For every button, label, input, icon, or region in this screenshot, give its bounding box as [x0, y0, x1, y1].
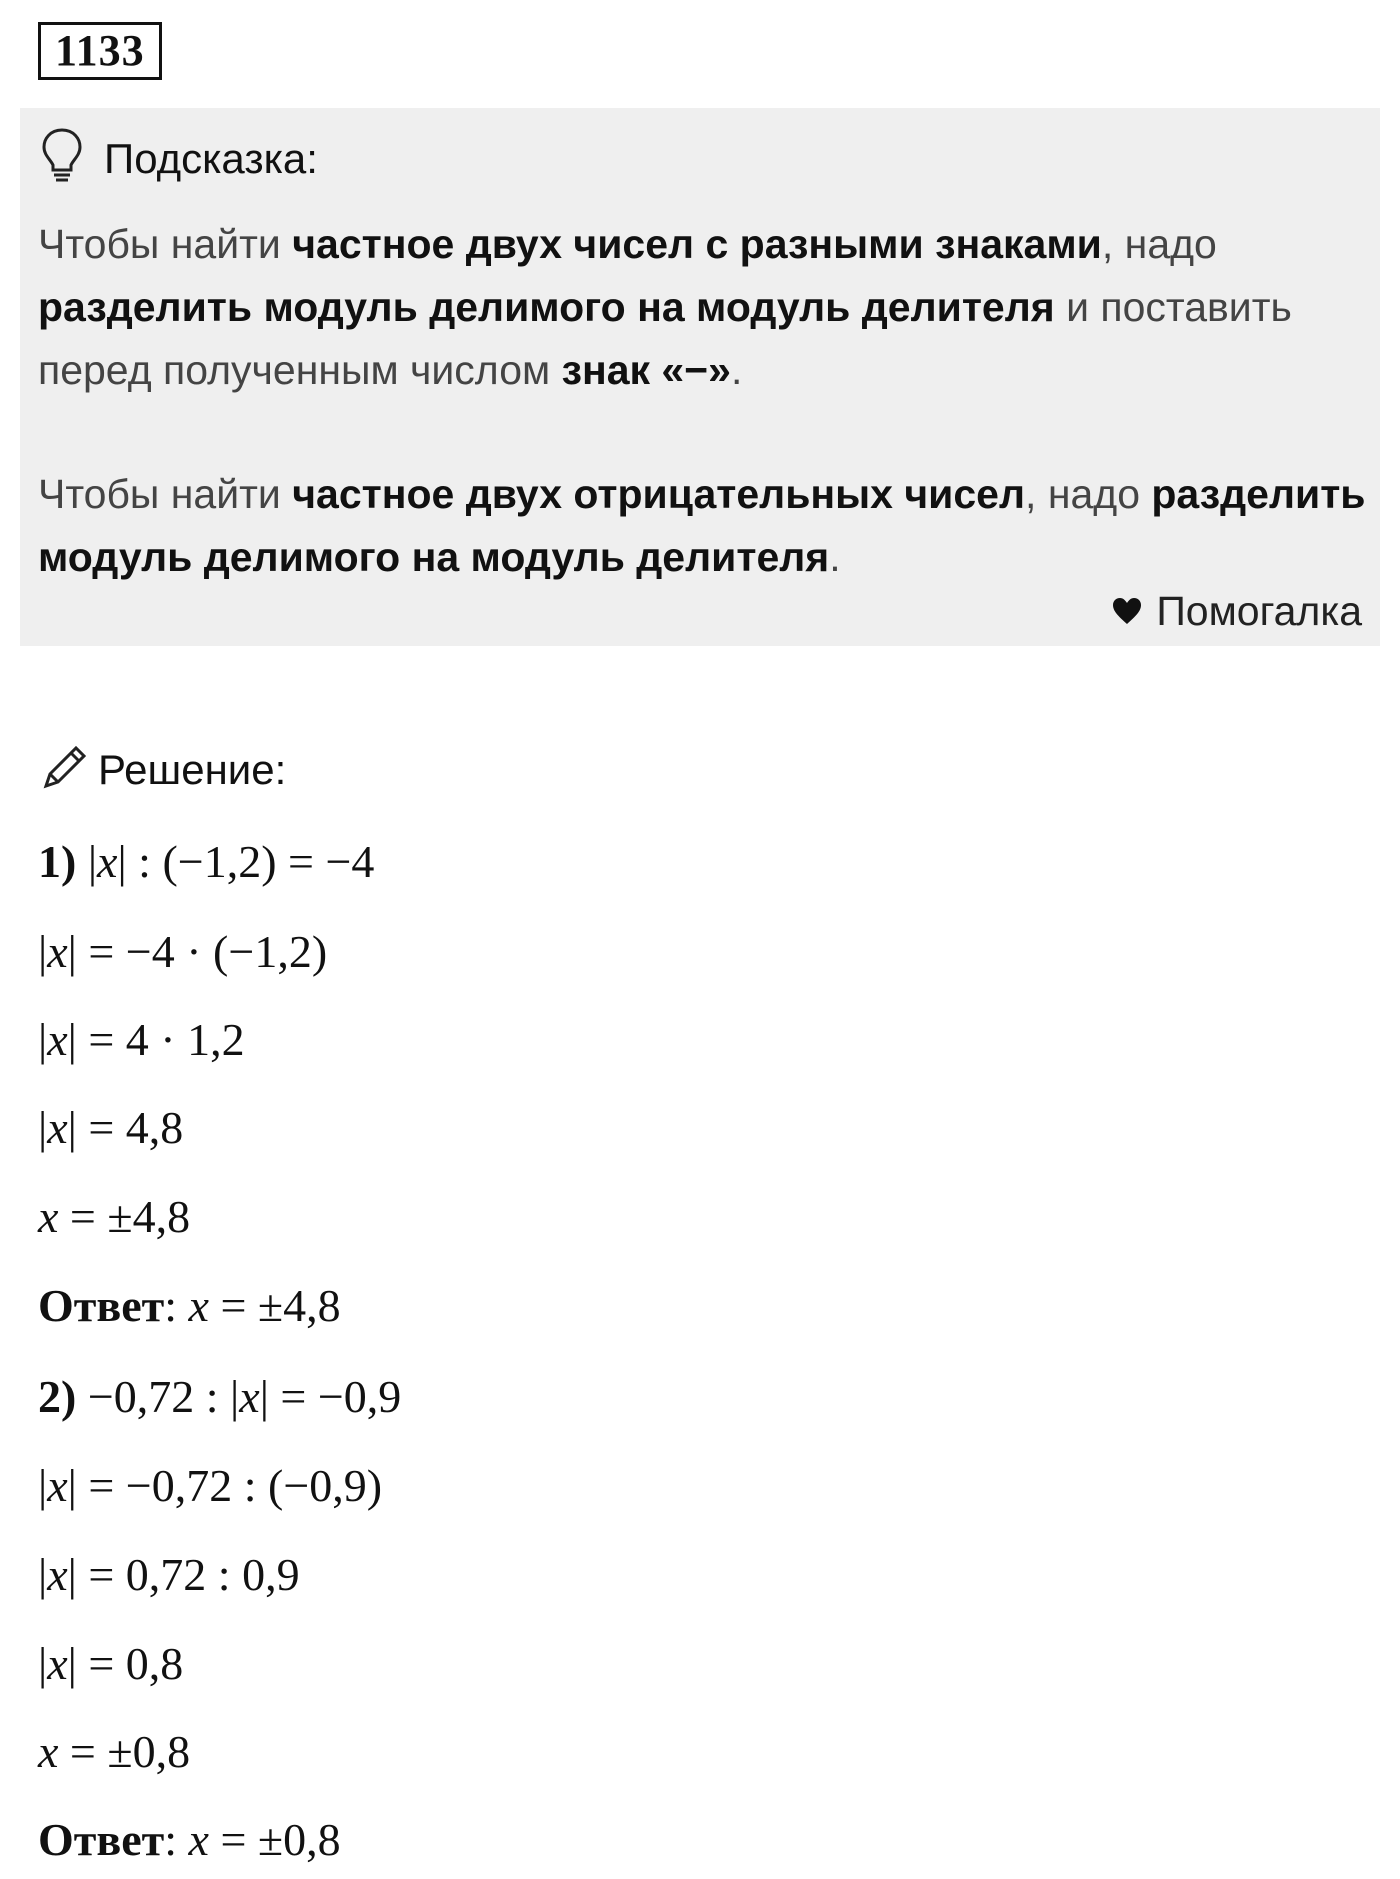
answer-line [38, 1279, 341, 1332]
solution-line [38, 925, 327, 978]
math-variable: x [47, 1014, 68, 1065]
solution-line [38, 1013, 245, 1066]
math-variable: x [188, 1280, 209, 1331]
math-variable: x [38, 1191, 59, 1242]
answer-label: Ответ [38, 1814, 165, 1865]
solution-line [38, 1370, 401, 1423]
math-text: | = 4,8 [67, 1102, 184, 1153]
math-text: | = −4 · (−1,2) [67, 926, 328, 977]
solution-line [38, 1190, 190, 1243]
hint-header [40, 126, 318, 191]
solution-line [38, 1637, 183, 1690]
math-variable: x [47, 1638, 68, 1689]
math-text: : [164, 1814, 189, 1865]
math-text: | = 4 · 1,2 [67, 1014, 245, 1065]
math-text: | = 0,72 : 0,9 [67, 1549, 300, 1600]
solution-title: Решение: [98, 745, 287, 793]
solution-header [38, 740, 286, 799]
math-text: | [38, 1102, 48, 1153]
heart-icon [1112, 588, 1156, 635]
hint-emphasis: частное двух чисел с разными знаками [292, 221, 1102, 267]
math-variable: x [38, 1726, 59, 1777]
hint-text: Чтобы найти [38, 471, 293, 517]
math-text: | [38, 1014, 48, 1065]
math-variable: x [188, 1814, 209, 1865]
math-variable: x [97, 836, 118, 887]
solution-line [38, 1548, 300, 1601]
hint-box [20, 108, 1380, 646]
hint-emphasis: разделить модуль делимого на модуль делителя [38, 284, 1055, 330]
math-text: | [76, 836, 98, 887]
math-text: | : (−1,2) = −4 [117, 836, 375, 887]
hint-text: , надо [1101, 221, 1217, 267]
task-number: 1133 [38, 22, 162, 80]
part-label: 1) [38, 836, 77, 887]
credit-label: Помогалка [1156, 588, 1362, 634]
hint-emphasis: частное двух отрицательных чисел [292, 471, 1026, 517]
hint-text: . [829, 534, 841, 580]
math-text: = ±4,8 [208, 1280, 341, 1331]
part-label: 2) [38, 1371, 77, 1422]
math-text: | = −0,9 [259, 1371, 402, 1422]
math-text: | [38, 1638, 48, 1689]
hint-text: , надо [1025, 471, 1152, 517]
math-variable: x [47, 926, 68, 977]
math-text: : [164, 1280, 189, 1331]
hint-title: Подсказка: [104, 134, 318, 182]
math-text: | [38, 1460, 48, 1511]
math-text: | = 0,8 [67, 1638, 184, 1689]
hint-paragraph-1 [38, 213, 1368, 402]
math-variable: x [47, 1102, 68, 1153]
solution-line [38, 1459, 382, 1512]
math-text: = ±0,8 [58, 1726, 191, 1777]
solution-line [38, 835, 374, 888]
math-variable: x [239, 1371, 260, 1422]
solution-line [38, 1725, 190, 1778]
math-text: = ±4,8 [58, 1191, 191, 1242]
math-variable: x [47, 1549, 68, 1600]
lightbulb-icon [40, 126, 84, 191]
hint-text: Чтобы найти [38, 221, 293, 267]
hint-paragraph-2 [38, 463, 1368, 589]
math-variable: x [47, 1460, 68, 1511]
hint-text: и поставить перед полученным числом [38, 284, 1292, 393]
answer-label: Ответ [38, 1280, 165, 1331]
pencil-icon [38, 740, 92, 799]
hint-text: . [730, 347, 743, 393]
credit [1112, 588, 1362, 635]
solution-line [38, 1101, 183, 1154]
math-text: | [38, 926, 48, 977]
hint-emphasis: знак «−» [561, 347, 731, 393]
answer-line [38, 1813, 341, 1866]
hint-emphasis: разделить модуль делимого на модуль делителя [38, 471, 1366, 580]
math-text: | = −0,72 : (−0,9) [67, 1460, 383, 1511]
math-text: | [38, 1549, 48, 1600]
math-text: = ±0,8 [208, 1814, 341, 1865]
math-text: −0,72 : | [76, 1371, 240, 1422]
